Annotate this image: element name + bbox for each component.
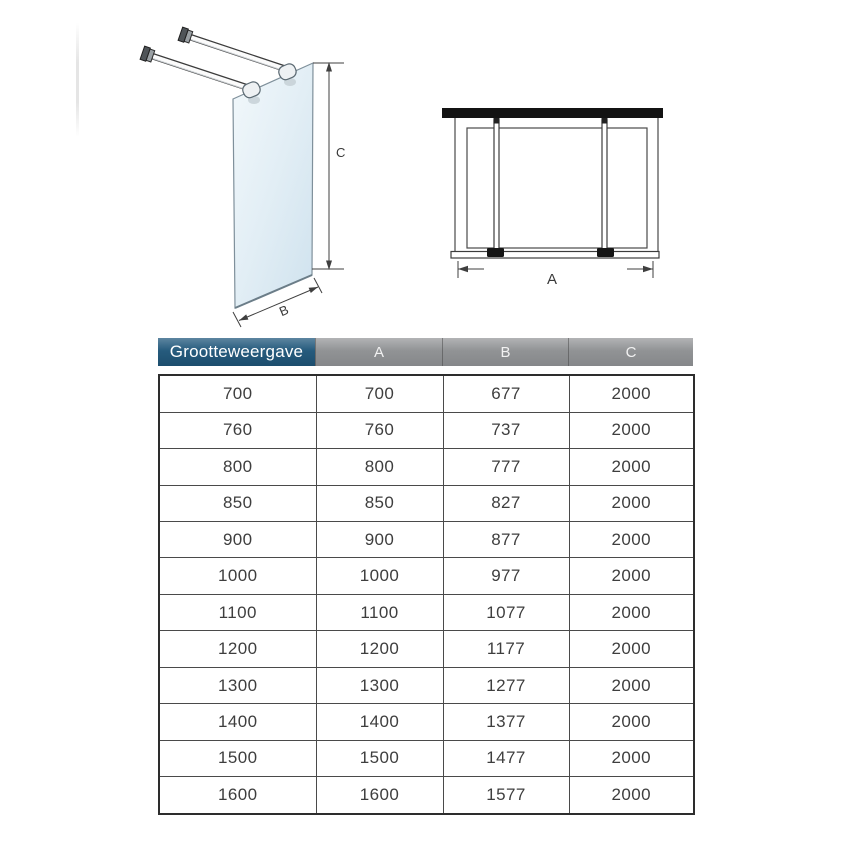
cell-a: 1000: [316, 558, 443, 594]
wall-bracket-front: [140, 46, 155, 63]
cell-a: 1500: [316, 740, 443, 776]
header-cell-a: A: [315, 338, 442, 366]
dim-label-a: A: [546, 271, 558, 288]
table-row: [159, 449, 694, 485]
size-table-body: [159, 375, 694, 814]
bar-wall-connector-right: [602, 118, 608, 124]
cell-c: 2000: [569, 375, 694, 412]
cell-size: 800: [159, 449, 316, 485]
glass-clamp-right: [597, 248, 614, 257]
cell-b: 677: [443, 375, 569, 412]
cell-c: 2000: [569, 558, 694, 594]
wall-bracket-rear: [178, 27, 193, 44]
table-row: [159, 558, 694, 594]
table-row: [159, 740, 694, 776]
cell-b: 1477: [443, 740, 569, 776]
table-row: [159, 375, 694, 412]
glass-panel: [233, 63, 313, 308]
cell-a: 700: [316, 375, 443, 412]
cell-size: 1100: [159, 594, 316, 630]
cell-a: 1200: [316, 631, 443, 667]
glass-clamp-left: [487, 248, 504, 257]
cell-b: 977: [443, 558, 569, 594]
cell-b: 827: [443, 485, 569, 521]
cell-size: 1200: [159, 631, 316, 667]
dimension-width-a: [458, 261, 653, 288]
table-row: [159, 594, 694, 630]
table-row: [159, 631, 694, 667]
cell-size: 850: [159, 485, 316, 521]
cell-c: 2000: [569, 412, 694, 448]
cell-size: 1000: [159, 558, 316, 594]
cell-b: 1577: [443, 777, 569, 814]
header-cell-size: Grootteweergave: [158, 338, 315, 366]
photo-shadow-artifact: [76, 22, 79, 137]
support-bar-left: [494, 120, 499, 254]
panel-outline-outer: [455, 114, 658, 254]
size-table-header: [158, 338, 693, 366]
cell-b: 1177: [443, 631, 569, 667]
table-row: [159, 522, 694, 558]
cell-b: 777: [443, 449, 569, 485]
dimension-height-c: [312, 62, 345, 270]
cell-c: 2000: [569, 485, 694, 521]
size-table: [158, 374, 695, 815]
cell-a: 850: [316, 485, 443, 521]
dim-label-b: B: [276, 301, 291, 320]
cell-b: 1277: [443, 667, 569, 703]
header-cell-b: B: [442, 338, 568, 366]
panel-perspective-diagram: [125, 22, 360, 334]
cell-size: 1600: [159, 777, 316, 814]
cell-a: 1600: [316, 777, 443, 814]
cell-b: 877: [443, 522, 569, 558]
table-row: [159, 704, 694, 740]
cell-size: 700: [159, 375, 316, 412]
header-cell-c: C: [568, 338, 693, 366]
support-bar-right: [602, 120, 607, 254]
bar-wall-connector-left: [494, 118, 500, 124]
table-row: [159, 412, 694, 448]
cell-b: 737: [443, 412, 569, 448]
wall-profile: [442, 108, 663, 118]
cell-c: 2000: [569, 522, 694, 558]
cell-c: 2000: [569, 631, 694, 667]
cell-c: 2000: [569, 740, 694, 776]
cell-c: 2000: [569, 449, 694, 485]
table-row: [159, 777, 694, 814]
cell-size: 900: [159, 522, 316, 558]
cell-a: 1400: [316, 704, 443, 740]
cell-a: 1300: [316, 667, 443, 703]
table-row: [159, 485, 694, 521]
cell-c: 2000: [569, 594, 694, 630]
panel-top-view-diagram: [435, 95, 675, 290]
cell-c: 2000: [569, 704, 694, 740]
table-row: [159, 667, 694, 703]
cell-a: 800: [316, 449, 443, 485]
support-bar-rear: [178, 27, 286, 71]
cell-c: 2000: [569, 667, 694, 703]
cell-size: 1500: [159, 740, 316, 776]
cell-size: 1300: [159, 667, 316, 703]
cell-a: 1100: [316, 594, 443, 630]
dim-label-c: C: [336, 145, 346, 160]
size-table-section: [158, 338, 693, 815]
glass-top-edge-bar: [451, 252, 659, 259]
cell-size: 1400: [159, 704, 316, 740]
cell-size: 760: [159, 412, 316, 448]
cell-a: 900: [316, 522, 443, 558]
cell-b: 1377: [443, 704, 569, 740]
cell-a: 760: [316, 412, 443, 448]
cell-c: 2000: [569, 777, 694, 814]
cell-b: 1077: [443, 594, 569, 630]
